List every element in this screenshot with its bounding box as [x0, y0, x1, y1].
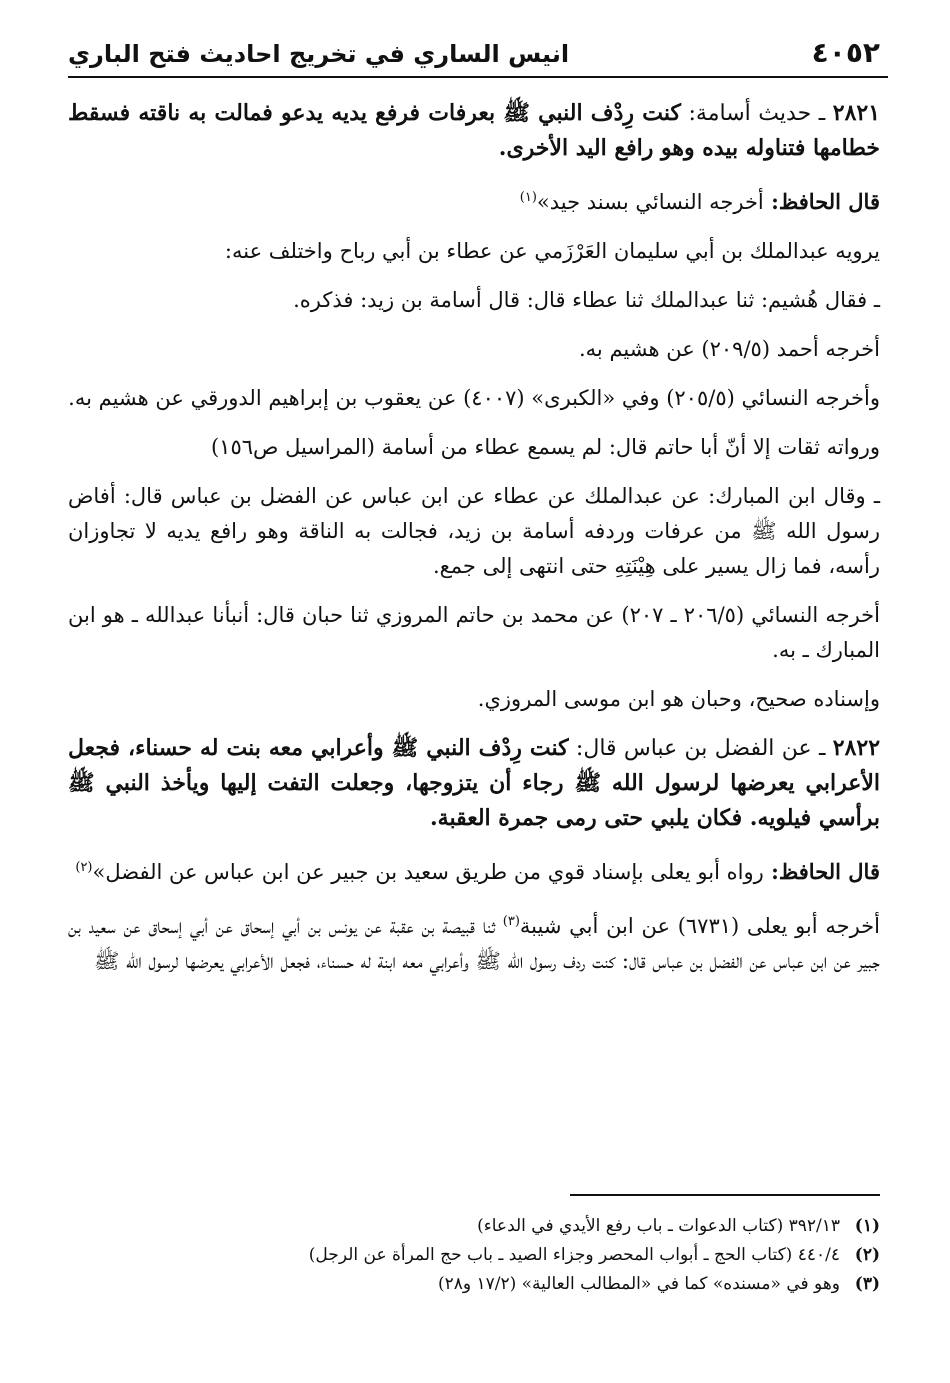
footnote-number: (٢) [854, 1245, 880, 1265]
paragraph: ـ فقال هُشيم: ثنا عبدالملك ثنا عطاء قال: قال أسامة بن زيد: فذكره. [293, 288, 880, 312]
footnote-number: (١) [854, 1216, 880, 1236]
page-body [68, 96, 880, 993]
paragraph: وإسناده صحيح، وحبان هو ابن موسى المروزي. [477, 687, 880, 711]
footnote-ref: (٢) [75, 860, 93, 875]
footnote [68, 1212, 880, 1241]
hafiz-comment-2 [68, 850, 880, 890]
footnote-text: وهو في «مسنده» كما في «المطالب العالية» (١٧/٢ و٢٨) [437, 1274, 840, 1294]
takhrij-paragraph [68, 904, 880, 979]
page-header [68, 36, 888, 78]
paragraph: أخرجه أحمد (٢٠٩/٥) عن هشيم به. [578, 337, 880, 361]
hadith-2821 [68, 96, 880, 166]
footnote-text: ٣٩٢/١٣ (كتاب الدعوات ـ باب رفع الأيدي في الدعاء) [477, 1216, 840, 1236]
hafiz-text: رواه أبو يعلى بإسناد قوي من طريق سعيد بن جبير عن ابن عباس عن الفضل» [92, 860, 764, 884]
hafiz-comment-1 [68, 180, 880, 220]
hadith-intro: ـ عن الفضل بن عباس قال: [568, 736, 833, 761]
hafiz-text: أخرجه النسائي بسند جيد» [536, 190, 764, 214]
running-title: انيس الساري في تخريج احاديث فتح الباري [68, 40, 570, 68]
hadith-number: ٢٨٢٢ [832, 735, 881, 761]
paragraph: ـ وقال ابن المبارك: عن عبدالملك عن عطاء عن ابن عباس عن الفضل بن عباس قال: أفاض رسول الله ﷺ من عرفات وردفه أسامة بن زيد، فجالت به الناقة وهو رافع يديه لا تجاوزان رأسه، فما زال يسير على هِيْنَتِهِ حتى انتهى إلى جمع. [68, 484, 880, 578]
footnotes [68, 1212, 880, 1299]
paragraph: أخرجه النسائي (٢٠٦/٥ ـ ٢٠٧) عن محمد بن حاتم المروزي ثنا حبان قال: أنبأنا عبدالله ـ هو ابن المبارك ـ به. [68, 603, 880, 662]
paragraph: يرويه عبدالملك بن أبي سليمان العَرْزَمي عن عطاء بن أبي رباح واختلف عنه: [224, 239, 880, 263]
paragraph: ورواته ثقات إلا أنّ أبا حاتم قال: لم يسمع عطاء من أسامة (المراسيل ص١٥٦) [210, 435, 880, 459]
hadith-2822 [68, 731, 880, 836]
footnote [68, 1241, 880, 1270]
takhrij-text-a: أخرجه أبو يعلى (٦٧٣١) عن ابن أبي شيبة [519, 914, 880, 938]
hafiz-label: قال الحافظ: [763, 189, 880, 214]
footnote-divider [570, 1194, 880, 1196]
hadith-number: ٢٨٢١ [832, 100, 881, 126]
hadith-intro: ـ حديث أسامة: [680, 101, 833, 126]
hadith-text: كنت رِدْف النبي ﷺ بعرفات فرفع يديه يدعو فمالت به ناقته فسقط خطامها فتناوله بيده وهو رافع اليد الأخرى. [68, 100, 880, 161]
hafiz-label: قال الحافظ: [763, 859, 880, 884]
footnote [68, 1270, 880, 1299]
footnote-text: ٤٤٠/٤ (كتاب الحج ـ أبواب المحصر وجزاء الصيد ـ باب حج المرأة عن الرجل) [308, 1245, 840, 1265]
hadith-text: كنت رِدْف النبي ﷺ وأعرابي معه بنت له حسناء، فجعل الأعرابي يعرضها لرسول الله ﷺ رجاء أن يتزوجها، وجعلت التفت إليها ويأخذ النبي ﷺ برأسي فيلويه. فكان يلبي حتى رمى جمرة العقبة. [68, 735, 880, 831]
page-number: ٤٠٥٢ [811, 36, 880, 69]
footnote-ref: (٣) [502, 914, 520, 929]
paragraph: وأخرجه النسائي (٢٠٥/٥) وفي «الكبرى» (٤٠٠٧) عن يعقوب بن إبراهيم الدورقي عن هشيم به. [68, 386, 880, 410]
footnote-ref: (١) [519, 190, 537, 205]
footnote-number: (٣) [854, 1274, 880, 1294]
takhrij-text-b: ثنا قبيصة بن عقبة عن يونس بن أبي إسحاق عن أبي إسحاق عن سعيد بن جبير عن ابن عباس عن الفضل بن عباس قال: كنت ردف رسول الله ﷺ وأعرابي معه ابنة له حسناء، فجعل الأعرابي يعرضها لرسول الله ﷺ [68, 914, 880, 973]
